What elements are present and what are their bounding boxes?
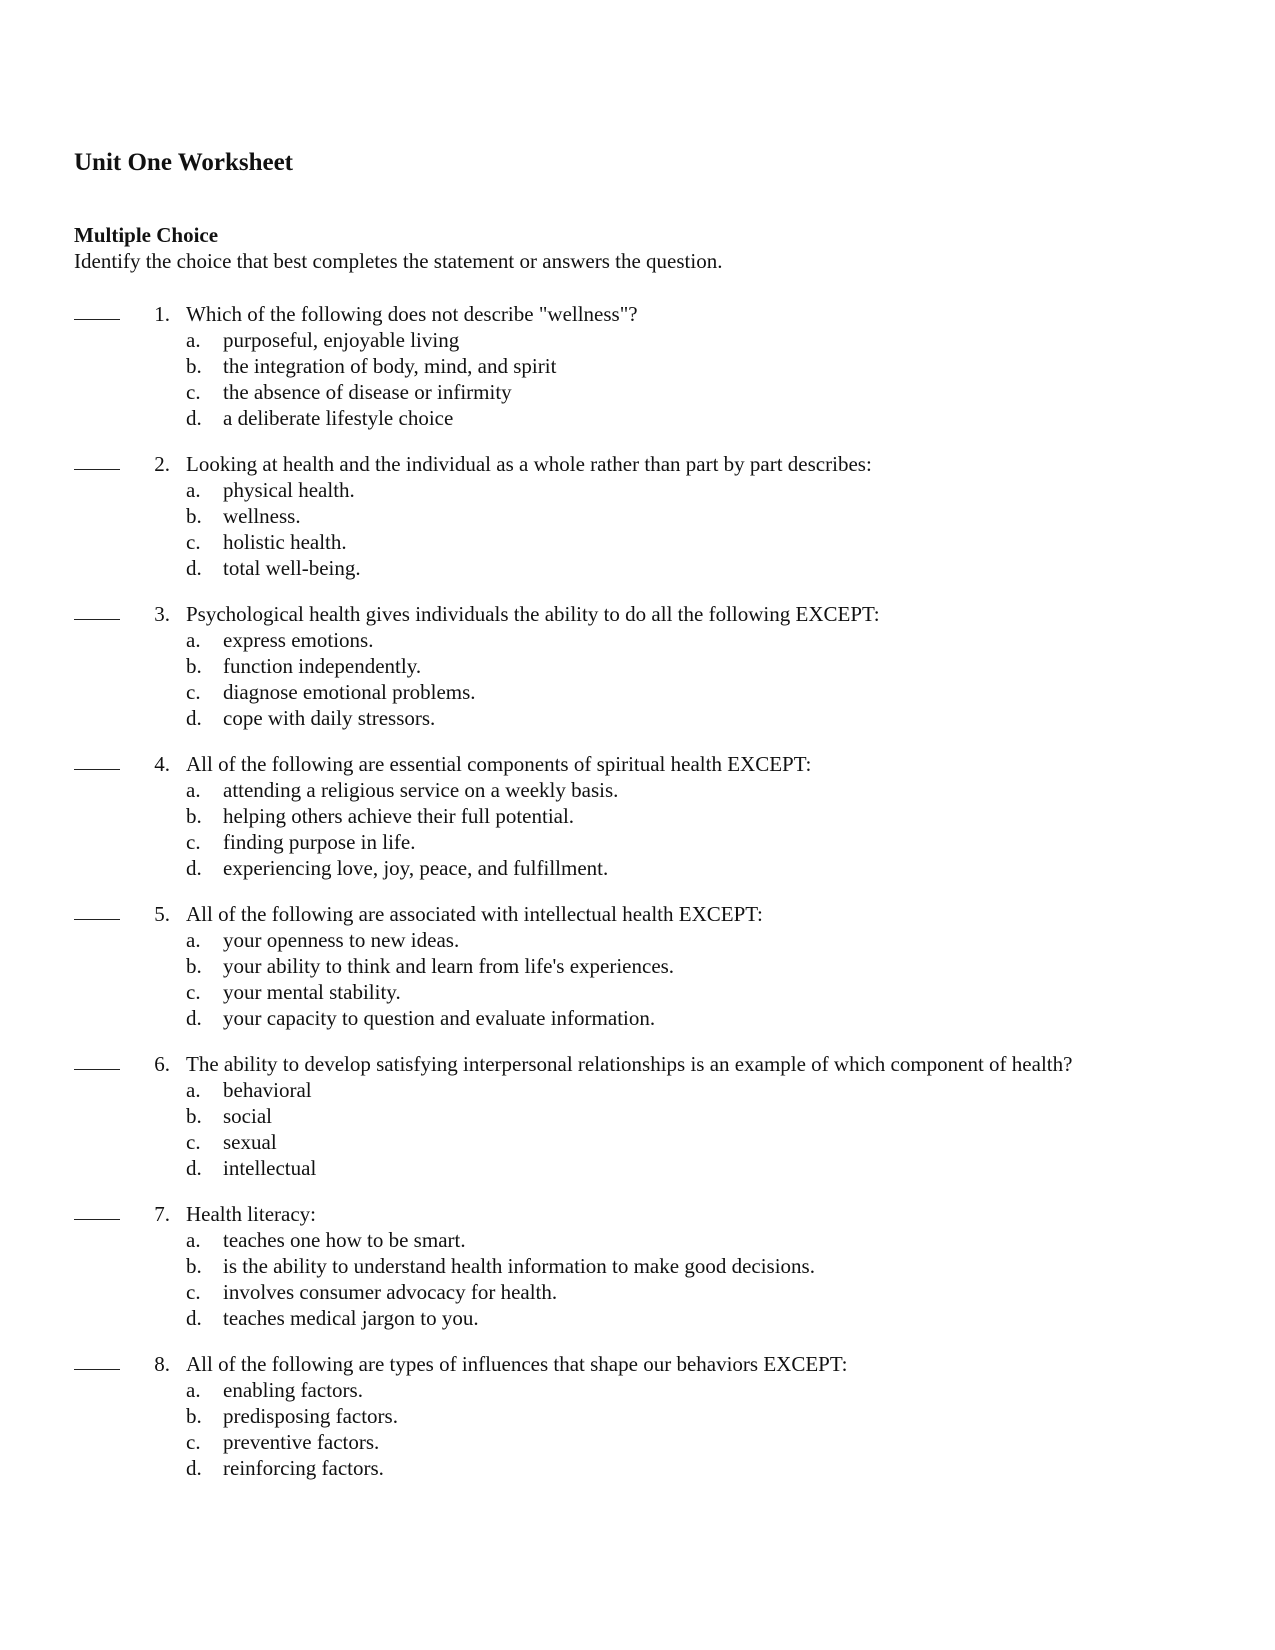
choice-text: finding purpose in life.: [223, 830, 416, 854]
choice-letter: a.: [186, 778, 201, 802]
question-3: [0, 601, 1275, 751]
choice-text: sexual: [223, 1130, 277, 1154]
choice-text: your ability to think and learn from life's experiences.: [223, 954, 675, 978]
answer-blank[interactable]: [74, 1201, 120, 1220]
choice-letter: c.: [186, 1130, 201, 1154]
question-7: [0, 1201, 1275, 1351]
choice-letter: c.: [186, 1280, 201, 1304]
choice-letter: d.: [186, 556, 202, 580]
choice-letter: b.: [186, 354, 202, 378]
choice-text: intellectual: [223, 1156, 317, 1180]
choice-letter: c.: [186, 830, 201, 854]
answer-blank[interactable]: [74, 1051, 120, 1070]
choice-letter: b.: [186, 1404, 202, 1428]
choice-letter: c.: [186, 1430, 201, 1454]
choice-text: predisposing factors.: [223, 1404, 398, 1428]
choice-text: reinforcing factors.: [223, 1456, 384, 1480]
choice-letter: d.: [186, 706, 202, 730]
choice-letter: a.: [186, 1078, 201, 1102]
choice-letter: b.: [186, 1104, 202, 1128]
choice-text: experiencing love, joy, peace, and fulfillment.: [223, 856, 609, 880]
choice-text: social: [223, 1104, 272, 1128]
choice-letter: d.: [186, 1156, 202, 1180]
question-5: [0, 901, 1275, 1051]
question-1: [0, 301, 1275, 451]
choice-letter: a.: [186, 1378, 201, 1402]
choice-text: cope with daily stressors.: [223, 706, 436, 730]
choice-text: your openness to new ideas.: [223, 928, 460, 952]
choice-letter: a.: [186, 628, 201, 652]
question-stem: All of the following are types of influences that shape our behaviors EXCEPT:: [186, 1352, 848, 1376]
question-4: [0, 751, 1275, 901]
question-6: [0, 1051, 1275, 1201]
choice-text: express emotions.: [223, 628, 374, 652]
question-2: [0, 451, 1275, 601]
answer-blank[interactable]: [74, 1351, 120, 1370]
choice-text: physical health.: [223, 478, 355, 502]
answer-blank[interactable]: [74, 751, 120, 770]
question-stem: All of the following are essential components of spiritual health EXCEPT:: [186, 752, 812, 776]
question-number: 2.: [154, 452, 170, 476]
answer-blank[interactable]: [74, 451, 120, 470]
question-8: [0, 1351, 1275, 1501]
choice-text: attending a religious service on a weekly basis.: [223, 778, 619, 802]
page-title: Unit One Worksheet: [74, 149, 293, 176]
choice-letter: b.: [186, 654, 202, 678]
choice-text: preventive factors.: [223, 1430, 380, 1454]
question-number: 8.: [154, 1352, 170, 1376]
choice-text: a deliberate lifestyle choice: [223, 406, 454, 430]
choice-text: behavioral: [223, 1078, 312, 1102]
choice-text: enabling factors.: [223, 1378, 363, 1402]
choice-text: the integration of body, mind, and spirit: [223, 354, 557, 378]
question-stem: Psychological health gives individuals the ability to do all the following EXCEPT:: [186, 602, 880, 626]
question-number: 4.: [154, 752, 170, 776]
section-heading: Multiple Choice: [74, 223, 219, 247]
choice-letter: b.: [186, 804, 202, 828]
choice-text: your mental stability.: [223, 980, 401, 1004]
choice-text: involves consumer advocacy for health.: [223, 1280, 558, 1304]
choice-text: holistic health.: [223, 530, 347, 554]
answer-blank[interactable]: [74, 301, 120, 320]
question-stem: Which of the following does not describe "wellness"?: [186, 302, 638, 326]
choice-letter: c.: [186, 980, 201, 1004]
choice-letter: a.: [186, 328, 201, 352]
choice-letter: c.: [186, 680, 201, 704]
choice-letter: d.: [186, 856, 202, 880]
choice-letter: a.: [186, 478, 201, 502]
choice-letter: d.: [186, 1456, 202, 1480]
choice-letter: d.: [186, 406, 202, 430]
choice-text: is the ability to understand health information to make good decisions.: [223, 1254, 815, 1278]
question-list: [0, 301, 1275, 1501]
choice-text: teaches medical jargon to you.: [223, 1306, 479, 1330]
choice-text: diagnose emotional problems.: [223, 680, 476, 704]
choice-text: teaches one how to be smart.: [223, 1228, 466, 1252]
section-instructions: Identify the choice that best completes the statement or answers the question.: [74, 249, 723, 273]
choice-text: wellness.: [223, 504, 301, 528]
choice-letter: a.: [186, 1228, 201, 1252]
question-number: 6.: [154, 1052, 170, 1076]
question-stem: Looking at health and the individual as a whole rather than part by part describes:: [186, 452, 872, 476]
choice-text: helping others achieve their full potential.: [223, 804, 575, 828]
choice-letter: c.: [186, 380, 201, 404]
question-stem: All of the following are associated with intellectual health EXCEPT:: [186, 902, 763, 926]
question-stem: The ability to develop satisfying interpersonal relationships is an example of which component of health?: [186, 1052, 1073, 1076]
choice-text: your capacity to question and evaluate information.: [223, 1006, 656, 1030]
choice-text: purposeful, enjoyable living: [223, 328, 460, 352]
question-number: 7.: [154, 1202, 170, 1226]
choice-letter: b.: [186, 1254, 202, 1278]
answer-blank[interactable]: [74, 901, 120, 920]
question-number: 3.: [154, 602, 170, 626]
choice-letter: a.: [186, 928, 201, 952]
choice-text: function independently.: [223, 654, 422, 678]
question-number: 5.: [154, 902, 170, 926]
choice-letter: d.: [186, 1306, 202, 1330]
answer-blank[interactable]: [74, 601, 120, 620]
choice-letter: c.: [186, 530, 201, 554]
choice-text: total well-being.: [223, 556, 361, 580]
choice-letter: b.: [186, 504, 202, 528]
question-number: 1.: [154, 302, 170, 326]
choice-letter: d.: [186, 1006, 202, 1030]
choice-letter: b.: [186, 954, 202, 978]
choice-text: the absence of disease or infirmity: [223, 380, 512, 404]
question-stem: Health literacy:: [186, 1202, 317, 1226]
